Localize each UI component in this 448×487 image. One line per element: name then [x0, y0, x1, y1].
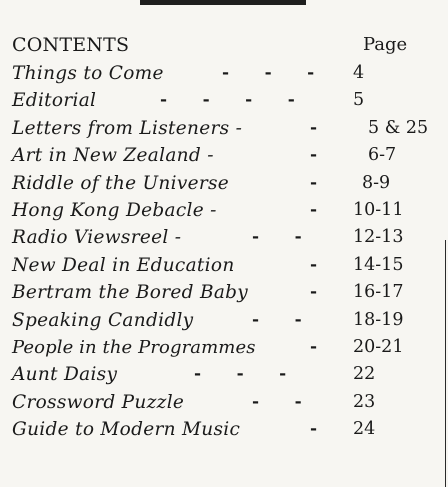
contents-row	[12, 63, 442, 90]
contents-row	[12, 173, 442, 200]
page-number: 22	[353, 364, 376, 385]
contents-title: Letters from Listeners -	[12, 117, 243, 139]
page-number: 5	[353, 90, 365, 111]
leader-dots: - -	[252, 227, 302, 248]
page-number: 10-11	[353, 199, 404, 220]
page-number: 23	[353, 391, 376, 412]
leader-dots: -	[310, 419, 318, 440]
leader-dots: -	[310, 172, 318, 193]
leader-dots: -	[310, 254, 318, 275]
contents-row	[12, 337, 442, 364]
page-number: 8-9	[362, 172, 391, 193]
leader-dots: -	[310, 117, 318, 138]
contents-row	[12, 145, 442, 172]
page-number: 6-7	[368, 145, 397, 166]
contents-title: Aunt Daisy	[12, 364, 118, 386]
leader-dots: - - - -	[160, 90, 295, 111]
contents-title: Hong Kong Debacle -	[12, 199, 217, 221]
leader-dots: -	[310, 282, 318, 303]
contents-title: Radio Viewsreel -	[12, 227, 182, 249]
leader-dots: - -	[252, 309, 302, 330]
page-column-heading: Page	[363, 34, 408, 55]
leader-dots: -	[310, 145, 318, 166]
contents-row	[12, 227, 442, 254]
contents-title: Editorial	[12, 90, 97, 112]
leader-dots: - - -	[194, 364, 287, 385]
contents-row	[12, 364, 442, 391]
contents-header	[12, 34, 442, 58]
contents-title: Riddle of the Universe	[12, 172, 230, 194]
leader-dots: -	[310, 199, 318, 220]
contents-row	[12, 419, 442, 446]
contents-row	[12, 255, 442, 282]
page-number: 24	[353, 419, 376, 440]
contents-title: Art in New Zealand -	[12, 145, 214, 167]
contents-row	[12, 282, 442, 309]
contents-title: Speaking Candidly	[12, 309, 194, 331]
page-number: 16-17	[353, 282, 404, 303]
top-rule	[140, 0, 306, 5]
leader-dots: -	[310, 336, 318, 357]
contents-title: Bertram the Bored Baby	[12, 282, 249, 304]
page-number: 12-13	[353, 227, 404, 248]
contents-list	[12, 63, 442, 446]
page-number: 20-21	[353, 336, 404, 357]
page-number: 18-19	[353, 309, 404, 330]
page-number: 14-15	[353, 254, 404, 275]
contents-row	[12, 310, 442, 337]
leader-dots: - -	[252, 391, 302, 412]
contents-title: Crossword Puzzle	[12, 391, 185, 413]
contents-row	[12, 200, 442, 227]
contents-row	[12, 392, 442, 419]
contents-title: People in the Programmes	[12, 336, 256, 358]
contents-title: New Deal in Education	[12, 254, 235, 276]
contents-title: Guide to Modern Music	[12, 419, 241, 441]
contents-title: Things to Come	[12, 63, 164, 84]
leader-dots: - - -	[222, 63, 315, 83]
contents-row	[12, 90, 442, 117]
contents-row	[12, 118, 442, 145]
contents-heading: CONTENTS	[12, 34, 130, 56]
column-rule	[445, 240, 447, 487]
page-number: 5 & 25	[368, 117, 429, 138]
page-number: 4	[353, 63, 365, 83]
